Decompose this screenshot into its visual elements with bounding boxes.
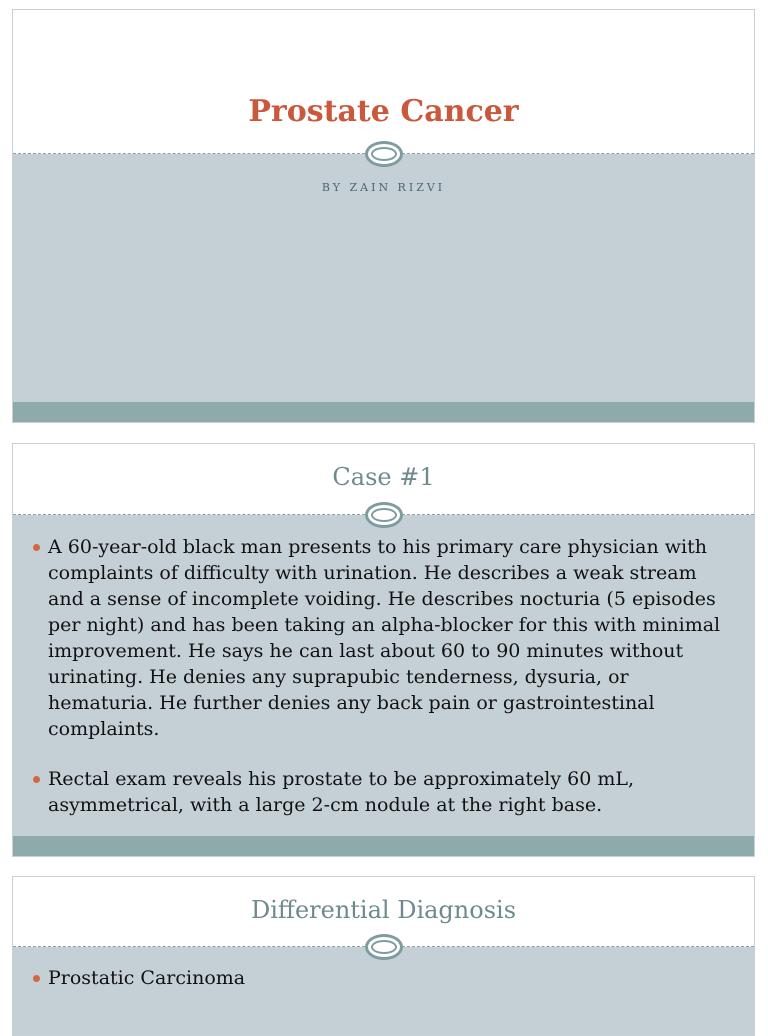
- slide-title: Differential Diagnosis: [250, 896, 517, 924]
- slide-title: Case #1: [332, 463, 435, 491]
- bullet-list: [33, 965, 732, 1015]
- slide-footer-bar: [13, 836, 754, 856]
- presentation-title: Prostate Cancer: [248, 94, 519, 129]
- bullet-dot-icon: [33, 776, 40, 783]
- list-item: [33, 965, 732, 991]
- bullet-text: A 60-year-old black man presents to his primary care physician with complaints of difficulty with urination. He describes a weak stream and a sense of incomplete voiding. He describes nocturia (5 episodes per night) and has been taking an alpha-blocker for this with minimal improvement. He says he can last about 60 to 90 minutes without urinating. He denies any suprapubic tenderness, dysuria, or hematuria. He further denies any back pain or gastrointestinal complaints.: [48, 536, 721, 740]
- slide-differential-diagnosis: [12, 876, 755, 1036]
- list-item: [33, 534, 732, 742]
- bullet-list: [33, 534, 732, 842]
- bullet-dot-icon: [33, 975, 40, 982]
- ring-ornament-icon: [365, 934, 403, 960]
- bullet-text: Rectal exam reveals his prostate to be approximately 60 mL, asymmetrical, with a large 2-cm nodule at the right base.: [48, 768, 635, 816]
- ring-ornament-icon: [365, 502, 403, 528]
- bullet-dot-icon: [33, 544, 40, 551]
- ring-ornament-icon: [365, 141, 403, 167]
- slide-header: [13, 10, 754, 154]
- author-byline: BY ZAIN RIZVI: [321, 181, 446, 194]
- list-item: [33, 766, 732, 818]
- slide-title: [12, 9, 755, 423]
- slide-footer-bar: [13, 402, 754, 422]
- slide-case-1: [12, 443, 755, 857]
- bullet-text: Prostatic Carcinoma: [48, 967, 246, 989]
